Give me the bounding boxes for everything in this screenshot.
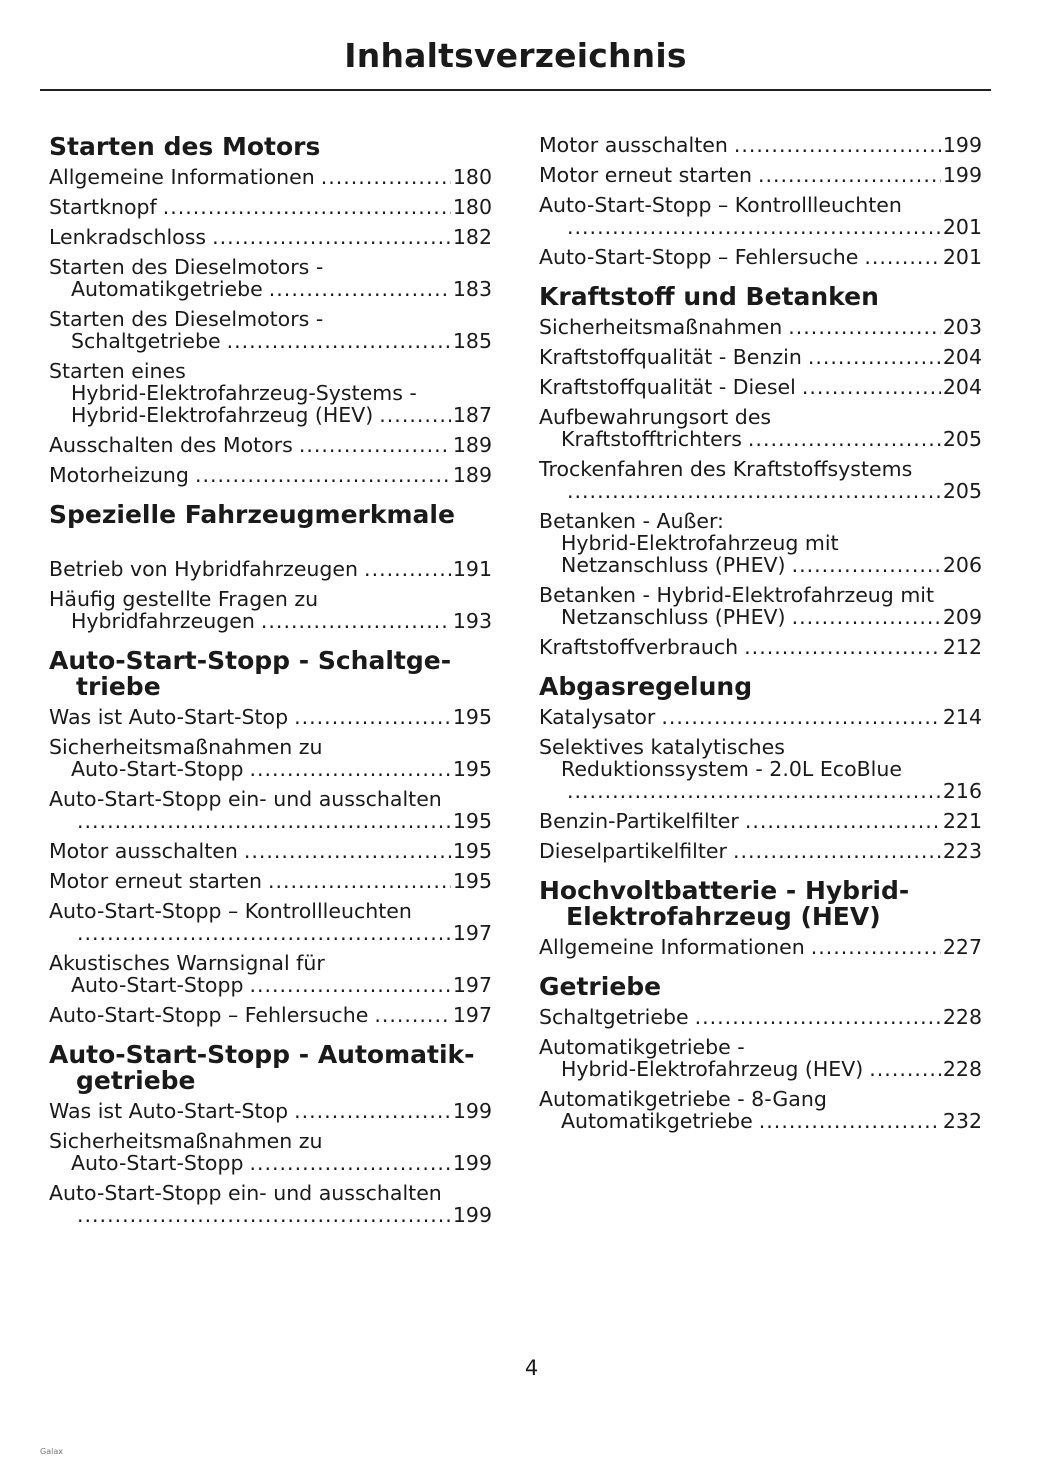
toc-entry-text: Auto-Start-Stopp – Fehlersuche [539, 245, 859, 269]
toc-entry-line [539, 810, 982, 832]
toc-entry[interactable] [49, 840, 492, 862]
dot-leader [163, 196, 451, 218]
dot-leader [759, 1110, 941, 1132]
toc-entry[interactable] [539, 706, 982, 728]
toc-page-number[interactable]: 195 [452, 839, 492, 863]
toc-entry-text: Motorheizung [49, 463, 189, 487]
title-divider [40, 89, 991, 91]
toc-entry[interactable] [49, 308, 492, 352]
dot-leader [269, 278, 451, 300]
toc-left-column [49, 134, 492, 1242]
section-heading-line: Starten des Motors [49, 132, 321, 161]
toc-entry-text: Ausschalten des Motors [49, 433, 293, 457]
dot-leader [788, 316, 941, 338]
toc-section [49, 1042, 492, 1226]
toc-entry-line [49, 308, 492, 330]
toc-entry-line [539, 458, 982, 480]
toc-entry-text: Schaltgetriebe [539, 1005, 689, 1029]
dot-leader [748, 428, 941, 450]
toc-entry[interactable] [49, 166, 492, 188]
toc-entry-text: Auto-Start-Stopp – Kontrollleuchten [539, 193, 902, 217]
toc-page-number[interactable]: 227 [942, 935, 982, 959]
toc-entry-text: Netzanschluss (PHEV) [561, 553, 786, 577]
toc-entry-text: Auto-Start-Stopp [71, 1151, 244, 1175]
toc-page-number[interactable]: 199 [942, 133, 982, 157]
toc-entry-line [539, 532, 982, 554]
toc-entry[interactable] [539, 1088, 982, 1132]
toc-entry-line [49, 788, 492, 810]
toc-entry-text: Starten eines [49, 359, 186, 383]
toc-entry-line [539, 164, 982, 186]
section-heading [539, 878, 982, 930]
dot-leader [321, 166, 451, 188]
toc-entry-line [539, 480, 982, 502]
section-heading-line: triebe [76, 672, 161, 701]
toc-entry[interactable] [49, 706, 492, 728]
toc-entry[interactable] [539, 810, 982, 832]
toc-entry-line [539, 736, 982, 758]
dot-leader [808, 346, 941, 368]
toc-entry-line [49, 1152, 492, 1174]
dot-leader [244, 840, 451, 862]
toc-entry-line [49, 758, 492, 780]
toc-page-number[interactable]: 187 [452, 403, 492, 427]
toc-entry-text: Automatikgetriebe - [539, 1035, 745, 1059]
toc-entry-text: Dieselpartikelfilter [539, 839, 727, 863]
section-heading [49, 134, 492, 160]
toc-entry-text: Katalysator [539, 705, 656, 729]
toc-entry-line [539, 194, 982, 216]
toc-entry-line [539, 316, 982, 338]
dot-leader [364, 558, 451, 580]
toc-entry-text: Reduktionssystem - 2.0L EcoBlue [561, 757, 902, 781]
toc-entry-text: Kraftstoffqualität - Diesel [539, 375, 796, 399]
toc-entry-text: Selektives katalytisches [539, 735, 785, 759]
toc-page-number[interactable]: 205 [942, 427, 982, 451]
toc-page-number[interactable]: 185 [452, 329, 492, 353]
toc-entry-line [539, 1036, 982, 1058]
toc-entry-text: Hybrid-Elektrofahrzeug mit [561, 531, 839, 555]
toc-entry-line [539, 376, 982, 398]
toc-page-number[interactable]: 199 [452, 1099, 492, 1123]
dot-leader [77, 810, 451, 832]
toc-entry-text: Starten des Dieselmotors - [49, 307, 324, 331]
toc-entry-line [49, 610, 492, 632]
toc-page-number[interactable]: 195 [452, 705, 492, 729]
toc-entry-line [539, 216, 982, 238]
section-heading [49, 1042, 492, 1094]
toc-page-number[interactable]: 204 [942, 345, 982, 369]
toc-entry-text: Hybrid-Elektrofahrzeug-Systems - [71, 381, 417, 405]
toc-entry-text: Was ist Auto-Start-Stop [49, 705, 289, 729]
toc-entry[interactable] [49, 226, 492, 248]
toc-entry-line [539, 134, 982, 156]
toc-entry[interactable] [49, 256, 492, 300]
toc-entry[interactable] [49, 464, 492, 486]
toc-entry-text: Kraftstoffverbrauch [539, 635, 739, 659]
toc-entry-line [49, 382, 492, 404]
toc-entry-line [539, 346, 982, 368]
toc-entry-line [539, 554, 982, 576]
toc-page-number[interactable]: 209 [942, 605, 982, 629]
toc-entry-line [49, 736, 492, 758]
toc-entry-text: Lenkradschloss [49, 225, 207, 249]
toc-page-number[interactable]: 197 [452, 973, 492, 997]
toc-entry[interactable] [49, 900, 492, 944]
toc-entry-line [49, 1204, 492, 1226]
toc-section [539, 878, 982, 958]
dot-leader [802, 376, 941, 398]
toc-entry-text: Akustisches Warnsignal für [49, 951, 325, 975]
toc-entry-text: Trockenfahren des Kraftstoffsystems [539, 457, 913, 481]
toc-entry[interactable] [49, 558, 492, 580]
page-number: 4 [524, 1356, 539, 1380]
toc-section [539, 134, 982, 268]
toc-page-number[interactable]: 214 [942, 705, 982, 729]
toc-entry-text: Hybridfahrzeugen [71, 609, 255, 633]
toc-entry-text: Sicherheitsmaßnahmen zu [49, 735, 323, 759]
dot-leader [227, 330, 451, 352]
toc-page-number[interactable]: 199 [452, 1203, 492, 1227]
toc-entry-text: Aufbewahrungsort des [539, 405, 772, 429]
toc-page-number[interactable]: 180 [452, 195, 492, 219]
toc-section [49, 648, 492, 1026]
toc-entry-line [539, 584, 982, 606]
dot-leader [745, 810, 941, 832]
toc-page-number[interactable]: 189 [452, 433, 492, 457]
dot-leader [567, 780, 941, 802]
dot-leader [294, 1100, 451, 1122]
toc-entry-text: Auto-Start-Stopp ein- und ausschalten [49, 1181, 442, 1205]
dot-leader [811, 936, 941, 958]
toc-entry-line [49, 870, 492, 892]
dot-leader [299, 434, 451, 456]
footer-code: Galax [40, 1447, 63, 1456]
section-heading-line: Getriebe [539, 972, 662, 1001]
dot-leader [195, 464, 451, 486]
toc-section [539, 974, 982, 1132]
section-heading-line: Spezielle Fahrzeugmerkmale [49, 500, 455, 529]
toc-entry-line [49, 256, 492, 278]
toc-entry-line [539, 246, 982, 268]
toc-entry-line [539, 606, 982, 628]
dot-leader [733, 840, 941, 862]
toc-entry-line [49, 434, 492, 456]
toc-entry[interactable] [539, 1006, 982, 1028]
toc-entry-text: Auto-Start-Stopp [71, 973, 244, 997]
toc-entry-line [539, 428, 982, 450]
toc-entry-line [49, 1004, 492, 1026]
dot-leader [212, 226, 451, 248]
toc-entry-text: Hybrid-Elektrofahrzeug (HEV) [71, 403, 374, 427]
toc-entry[interactable] [49, 1130, 492, 1174]
toc-entry-text: Allgemeine Informationen [539, 935, 805, 959]
dot-leader [249, 974, 450, 996]
toc-entry-line [539, 780, 982, 802]
toc-page-number[interactable]: 183 [452, 277, 492, 301]
dot-leader [261, 610, 451, 632]
toc-entry-text: Automatikgetriebe - 8-Gang [539, 1087, 827, 1111]
toc-page-number[interactable]: 182 [452, 225, 492, 249]
toc-page-number[interactable]: 206 [942, 553, 982, 577]
section-heading [539, 284, 982, 310]
toc-entry-line [49, 166, 492, 188]
toc-entry-line [49, 1130, 492, 1152]
toc-entry-line [49, 226, 492, 248]
toc-entry-text: Netzanschluss (PHEV) [561, 605, 786, 629]
toc-entry-text: Betrieb von Hybridfahrzeugen [49, 557, 359, 581]
dot-leader [77, 922, 451, 944]
toc-entry-line [49, 558, 492, 580]
toc-page-number[interactable]: 203 [942, 315, 982, 339]
toc-entry-text: Auto-Start-Stopp – Kontrollleuchten [49, 899, 412, 923]
toc-page-number[interactable]: 221 [942, 809, 982, 833]
toc-entry[interactable] [49, 588, 492, 632]
dot-leader [567, 216, 941, 238]
toc-page-number[interactable]: 195 [452, 869, 492, 893]
toc-section [49, 502, 492, 632]
toc-entry-line [49, 840, 492, 862]
section-heading-line: Hochvoltbatterie - Hybrid- [539, 876, 910, 905]
section-heading-line: Auto-Start-Stopp - Automatik- [49, 1040, 475, 1069]
toc-page-number[interactable]: 212 [942, 635, 982, 659]
page-title: Inhaltsverzeichnis [344, 36, 687, 75]
dot-leader [869, 1058, 941, 1080]
toc-entry-line [539, 1006, 982, 1028]
toc-entry[interactable] [539, 246, 982, 268]
toc-entry-text: Starten des Dieselmotors - [49, 255, 324, 279]
toc-entry-text: Automatikgetriebe [71, 277, 263, 301]
toc-entry[interactable] [539, 736, 982, 802]
toc-entry-line [49, 922, 492, 944]
toc-entry[interactable] [539, 194, 982, 238]
dot-leader [249, 1152, 450, 1174]
toc-entry-line [49, 330, 492, 352]
toc-entry-text: Sicherheitsmaßnahmen zu [49, 1129, 323, 1153]
toc-entry[interactable] [49, 1182, 492, 1226]
toc-entry-line [49, 404, 492, 426]
toc-entry-line [49, 706, 492, 728]
toc-entry-line [49, 588, 492, 610]
toc-entry[interactable] [539, 936, 982, 958]
toc-page-number[interactable]: 197 [452, 1003, 492, 1027]
toc-page-number[interactable]: 197 [452, 921, 492, 945]
toc-entry-line [539, 706, 982, 728]
toc-entry[interactable] [539, 584, 982, 628]
dot-leader [661, 706, 941, 728]
dot-leader [792, 606, 941, 628]
toc-page-number[interactable]: 180 [452, 165, 492, 189]
toc-entry-line [49, 952, 492, 974]
toc-section [49, 134, 492, 486]
toc-entry-text: Motor erneut starten [539, 163, 752, 187]
dot-leader [268, 870, 451, 892]
toc-entry[interactable] [539, 316, 982, 338]
dot-leader [792, 554, 941, 576]
toc-page-number[interactable]: 228 [942, 1057, 982, 1081]
toc-entry-text: Schaltgetriebe [71, 329, 221, 353]
toc-section [539, 284, 982, 658]
toc-page-number[interactable]: 199 [452, 1151, 492, 1175]
toc-entry-line [539, 936, 982, 958]
toc-entry-text: Kraftstofftrichters [561, 427, 742, 451]
toc-entry[interactable] [539, 840, 982, 862]
toc-page-number[interactable]: 199 [942, 163, 982, 187]
dot-leader [77, 1204, 451, 1226]
toc-entry-line [49, 464, 492, 486]
toc-right-column [539, 134, 982, 1148]
toc-entry-line [539, 1058, 982, 1080]
toc-entry-text: Motor erneut starten [49, 869, 262, 893]
toc-entry-line [49, 1182, 492, 1204]
toc-entry-text: Startknopf [49, 195, 157, 219]
toc-entry[interactable] [539, 376, 982, 398]
toc-entry[interactable] [49, 434, 492, 456]
toc-entry[interactable] [49, 952, 492, 996]
toc-entry-text: Motor ausschalten [539, 133, 728, 157]
toc-entry-line [49, 974, 492, 996]
toc-entry-text: Benzin-Partikelfilter [539, 809, 739, 833]
dot-leader [864, 246, 941, 268]
toc-page-number[interactable]: 204 [942, 375, 982, 399]
toc-entry-text: Kraftstoffqualität - Benzin [539, 345, 802, 369]
section-heading-line: Abgasregelung [539, 672, 753, 701]
toc-page-number[interactable]: 195 [452, 809, 492, 833]
toc-entry-line [539, 758, 982, 780]
toc-entry-text: Hybrid-Elektrofahrzeug (HEV) [561, 1057, 864, 1081]
toc-page-number[interactable]: 191 [452, 557, 492, 581]
toc-entry[interactable] [49, 360, 492, 426]
toc-entry-text: Auto-Start-Stopp ein- und ausschalten [49, 787, 442, 811]
toc-entry[interactable] [49, 736, 492, 780]
toc-entry-text: Betanken - Hybrid-Elektrofahrzeug mit [539, 583, 935, 607]
toc-page-number[interactable]: 216 [942, 779, 982, 803]
dot-leader [695, 1006, 941, 1028]
toc-entry[interactable] [49, 1004, 492, 1026]
toc-page-number[interactable]: 189 [452, 463, 492, 487]
dot-leader [567, 480, 941, 502]
dot-leader [294, 706, 451, 728]
section-heading [539, 974, 982, 1000]
section-heading [539, 674, 982, 700]
dot-leader [744, 636, 941, 658]
toc-section [539, 674, 982, 862]
section-heading-line: Kraftstoff und Betanken [539, 282, 879, 311]
dot-leader [249, 758, 450, 780]
toc-page-number[interactable]: 223 [942, 839, 982, 863]
toc-page-number[interactable]: 232 [942, 1109, 982, 1133]
toc-entry-text: Auto-Start-Stopp – Fehlersuche [49, 1003, 369, 1027]
toc-entry-line [539, 510, 982, 532]
toc-page-number[interactable]: 228 [942, 1005, 982, 1029]
toc-page-number[interactable]: 195 [452, 757, 492, 781]
toc-entry-line [539, 1088, 982, 1110]
toc-entry-line [539, 840, 982, 862]
toc-entry[interactable] [539, 406, 982, 450]
toc-entry[interactable] [539, 164, 982, 186]
toc-entry-line [539, 1110, 982, 1132]
toc-entry-text: Häufig gestellte Fragen zu [49, 587, 319, 611]
dot-leader [734, 134, 941, 156]
toc-entry-line [49, 196, 492, 218]
toc-entry[interactable] [49, 870, 492, 892]
toc-page-number[interactable]: 193 [452, 609, 492, 633]
toc-entry[interactable] [539, 510, 982, 576]
toc-entry[interactable] [539, 458, 982, 502]
toc-entry-text: Automatikgetriebe [561, 1109, 753, 1133]
toc-entry-line [539, 406, 982, 428]
section-heading-line: Elektrofahrzeug (HEV) [566, 902, 881, 931]
toc-entry-line [49, 278, 492, 300]
toc-entry[interactable] [539, 1036, 982, 1080]
toc-page-number[interactable]: 201 [942, 215, 982, 239]
section-heading-line: Auto-Start-Stopp - Schaltge- [49, 646, 452, 675]
toc-page-number[interactable]: 205 [942, 479, 982, 503]
dot-leader [374, 1004, 451, 1026]
toc-entry-line [539, 636, 982, 658]
toc-entry-line [49, 360, 492, 382]
toc-entry-line [49, 1100, 492, 1122]
toc-entry[interactable] [539, 636, 982, 658]
toc-entry-text: Was ist Auto-Start-Stop [49, 1099, 289, 1123]
toc-entry-text: Allgemeine Informationen [49, 165, 315, 189]
toc-entry-line [49, 810, 492, 832]
section-heading [49, 502, 492, 528]
dot-leader [379, 404, 451, 426]
toc-entry[interactable] [49, 196, 492, 218]
toc-entry[interactable] [539, 134, 982, 156]
dot-leader [758, 164, 941, 186]
section-heading-line: getriebe [76, 1066, 196, 1095]
toc-entry-text: Betanken - Außer: [539, 509, 724, 533]
toc-entry-line [49, 900, 492, 922]
toc-entry[interactable] [49, 1100, 492, 1122]
toc-entry[interactable] [539, 346, 982, 368]
toc-entry[interactable] [49, 788, 492, 832]
toc-page-number[interactable]: 201 [942, 245, 982, 269]
toc-entry-text: Auto-Start-Stopp [71, 757, 244, 781]
toc-entry-text: Motor ausschalten [49, 839, 238, 863]
toc-entry-text: Sicherheitsmaßnahmen [539, 315, 783, 339]
section-heading [49, 648, 492, 700]
